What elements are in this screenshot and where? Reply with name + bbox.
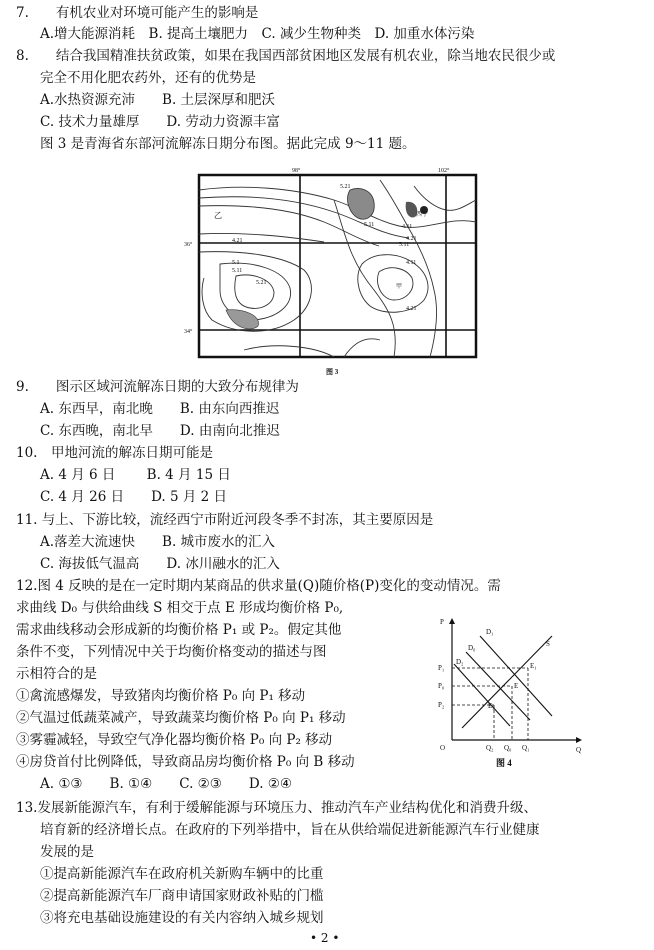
contour-label: 5.11 — [232, 268, 243, 274]
q10-options-ab: A. 4 月 6 日 B. 4 月 15 日 — [40, 467, 231, 483]
s-label: S — [546, 640, 550, 648]
figure-3-map — [184, 160, 484, 378]
axis-p-label: P — [440, 618, 444, 626]
q13-item3: ③将充电基础设施建设的有关内容纳入城乡规划 — [40, 910, 324, 926]
d2-label: D₂ — [456, 658, 464, 666]
q9-stem: 9. 图示区域河流解冻日期的大致分布规律为 — [16, 379, 299, 395]
contour-label: 4.21 — [406, 236, 417, 242]
q1-label: Q₁ — [522, 744, 530, 752]
lat-34-label: 34° — [184, 329, 193, 335]
axis-q-label: Q — [576, 746, 582, 754]
contour-label: 5.21 — [256, 280, 267, 286]
q12-line2: 求曲线 D₀ 与供给曲线 S 相交于点 E 形成均衡价格 P₀, — [16, 600, 344, 616]
q13-item1: ①提高新能源汽车在政府机关新购车辆中的比重 — [40, 866, 324, 882]
fig3-intro: 图 3 是青海省东部河流解冻日期分布图。据此完成 9～11 题。 — [40, 136, 416, 152]
q12-line1: 12.图 4 反映的是在一定时期内某商品的供求量(Q)随价格(P)变化的变动情况。需 — [16, 578, 501, 594]
q13-line2: 培育新的经济增长点。在政府的下列举措中，旨在从供给端促进新能源汽车行业健康 — [40, 822, 540, 838]
p2-label: P₂ — [438, 701, 445, 709]
contour-label: 4.11 — [402, 224, 413, 230]
q9-options-ab: A. 东西早，南北晚 B. 由东向西推迟 — [40, 401, 280, 417]
q7-options: A.增大能源消耗 B. 提高土壤肥力 C. 减少生物种类 D. 加重水体污染 — [40, 26, 475, 42]
lon-102-label: 102° — [438, 168, 450, 174]
q12-line3: 需求曲线移动会形成新的均衡价格 P₁ 或 P₂。假定其他 — [16, 622, 342, 638]
jia-label: 甲 — [396, 284, 403, 290]
q8-stem-line1: 8. 结合我国精准扶贫政策，如果在我国西部贫困地区发展有机农业，除当地农民很少或 — [16, 48, 556, 64]
xining-label: 西宁 — [416, 212, 429, 218]
e2-label: E₂ — [488, 702, 495, 710]
contour-label: 5.11 — [364, 222, 375, 228]
figure-3-caption: 图 3 — [326, 368, 339, 376]
q11-options-ab: A.落差大流速快 B. 城市废水的汇入 — [40, 534, 276, 550]
contour-label: 4.11 — [406, 260, 417, 266]
q12-item2: ②气温过低蔬菜减产，导致蔬菜均衡价格 P₀ 向 P₁ 移动 — [16, 710, 346, 726]
q10-options-cd: C. 4 月 26 日 D. 5 月 2 日 — [40, 489, 228, 505]
lon-98-label: 98° — [292, 168, 301, 174]
p1-label: P₁ — [438, 664, 445, 672]
q11-options-cd: C. 海拔低气温高 D. 冰川融水的汇入 — [40, 556, 280, 572]
q12-line5: 示相符合的是 — [16, 666, 97, 682]
q12-answers: A. ①③ B. ①④ C. ②③ D. ②④ — [40, 776, 293, 792]
yi-label: 乙 — [214, 211, 222, 220]
d1-label: D₁ — [486, 628, 494, 636]
q13-line3: 发展的是 — [40, 844, 94, 860]
contour-label: 5.11 — [399, 242, 410, 248]
q13-line1: 13.发展新能源汽车，有利于缓解能源与环境压力、推动汽车产业结构优化和消费升级、 — [16, 800, 537, 816]
q12-item1: ①禽流感爆发，导致猪肉均衡价格 P₀ 向 P₁ 移动 — [16, 688, 306, 704]
q11-stem: 11. 与上、下游比较，流经西宁市附近河段冬季不封冻，其主要原因是 — [16, 512, 434, 528]
q8-stem-line2: 完全不用化肥农药外，还有的优势是 — [40, 70, 256, 86]
page-number: • 2 • — [310, 931, 340, 945]
d0-label: D₀ — [468, 644, 476, 652]
q12-item3: ③雾霾减轻，导致空气净化器均衡价格 P₀ 向 P₂ 移动 — [16, 732, 333, 748]
q9-options-cd: C. 东西晚，南北早 D. 由南向北推迟 — [40, 423, 280, 439]
e-label: E — [514, 682, 519, 690]
q0-label: Q₀ — [504, 744, 512, 752]
q2-label: Q₂ — [486, 744, 494, 752]
contour-label: 5.21 — [340, 184, 351, 190]
lat-36-label: 36° — [184, 242, 193, 248]
q8-options-ab: A.水热资源充沛 B. 土层深厚和肥沃 — [40, 92, 276, 108]
q13-item2: ②提高新能源汽车厂商申请国家财政补贴的门槛 — [40, 888, 324, 904]
q12-line4: 条件不变，下列情况中关于均衡价格变动的描述与图 — [16, 644, 327, 660]
figure-4-graph — [430, 612, 590, 772]
figure-4-caption: 图 4 — [496, 758, 512, 768]
p0-label: P₀ — [438, 682, 445, 690]
contour-label: 4.21 — [406, 306, 417, 312]
q10-stem: 10. 甲地河流的解冻日期可能是 — [16, 445, 213, 461]
contour-label: 5.1 — [232, 260, 240, 266]
e1-label: E₁ — [530, 662, 537, 670]
origin-label: O — [440, 744, 446, 752]
contour-label: 4.21 — [232, 238, 243, 244]
q12-item4: ④房贷首付比例降低，导致商品房均衡价格 P₀ 向 B 移动 — [16, 754, 355, 770]
q7-stem: 7. 有机农业对环境可能产生的影响是 — [16, 5, 259, 21]
q8-options-cd: C. 技术力量雄厚 D. 劳动力资源丰富 — [40, 114, 280, 130]
